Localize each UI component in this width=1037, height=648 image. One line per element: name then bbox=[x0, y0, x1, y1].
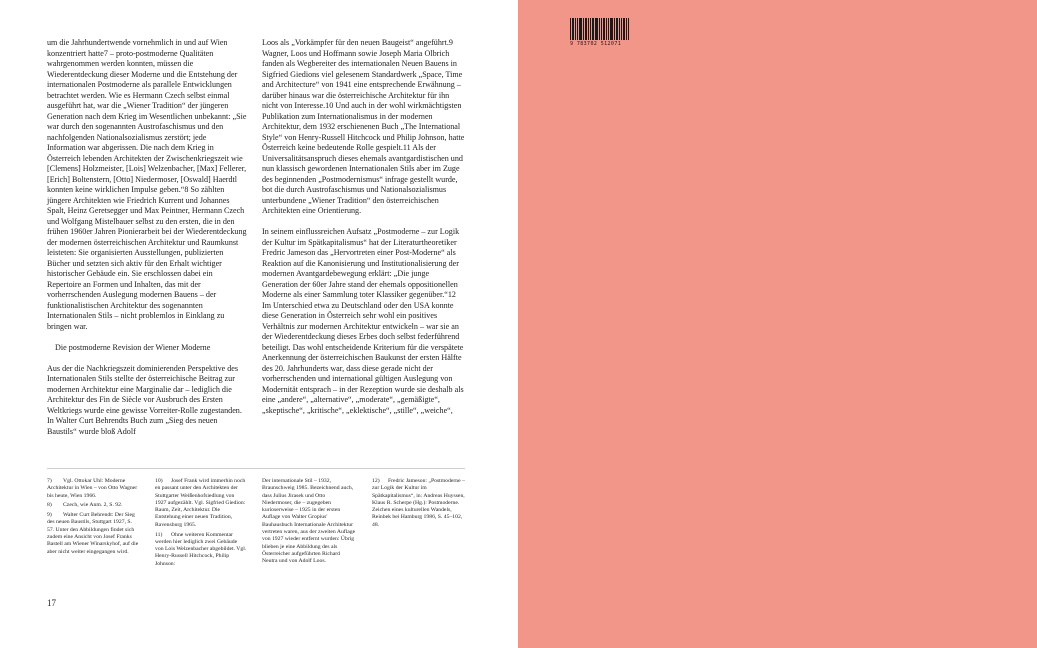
footnote-number: 10) bbox=[155, 478, 163, 484]
footnote-text: Walter Curt Behrendt: Der Sieg des neuen Baustils, Stuttgart 1927, S. 57. Unter den Abbildungen findet sich zudem eine Ansicht von Josef Franks Bastell am Wiener Winarskyhof, auf die aber nicht weiter eingegangen wird. bbox=[47, 512, 139, 555]
footnote bbox=[47, 502, 139, 509]
text-column-2 bbox=[262, 38, 465, 416]
footnote-text: Vgl. Ottokar Uhl: Moderne Architektur in Wien – von Otto Wagner bis heute, Wien 1966. bbox=[47, 478, 138, 499]
text-column-1 bbox=[47, 38, 247, 437]
footnote bbox=[47, 478, 139, 500]
footnote-text: Ohne weiteren Kommentar werden hier lediglich zwei Gebäude von Lois Welzenbacher abgebildet. Vgl. Henry-Russell Hitchcock, Philip Johnson: bbox=[155, 531, 247, 567]
barcode-icon bbox=[570, 18, 632, 40]
page-number: 17 bbox=[47, 598, 56, 608]
footnote-divider bbox=[47, 468, 465, 469]
footnote bbox=[155, 532, 247, 568]
footnote-number: 11) bbox=[155, 531, 163, 538]
footnote bbox=[155, 478, 247, 529]
left-page bbox=[0, 0, 518, 648]
footnote-number: 7) bbox=[47, 478, 52, 484]
footnote-column-3 bbox=[262, 478, 356, 568]
footnote-text: Czech, wie Anm. 2, S. 92. bbox=[63, 502, 123, 509]
footnote-number: 9) bbox=[47, 512, 52, 519]
barcode-number: 9 783702 512071 bbox=[570, 41, 622, 47]
body-paragraph: um die Jahrhundertwende vornehmlich in und auf Wien konzentriert hatte7 – proto-postmoderne Qualitäten wahrgenommen werden konnten, müssen die Wiederentdeckung dieser Moderne und die Entstehung der internationalen Postmoderne als parallele Entwicklungen betrachtet werden. Wie es Hermann Czech selbst einmal ausgeführt hat, war die „Wiener Tradition“ der jüngeren Generation nach dem Krieg im Wesentlichen unbekannt: „Sie war durch den sogenannten Austrofaschismus und den nachfolgenden Nationalsozialismus zerstört; jede Information war abgerissen. Die nach dem Krieg in Österreich lebenden Architekten der Zwischenkriegszeit wie [Clemens] Holzmeister, [Lois] Welzenbacher, [Max] Fellerer, [Erich] Boltenstern, [Otto] Niedermoser, [Oswald] Haerdtl konnten keine wirklichen Impulse geben.“8 So zählten jüngere Architekten wie Friedrich Kurrent und Johannes Spalt, Heinz Geretsegger und Max Peintner, Hermann Czech und Wolfgang Mistelbauer selbst zu den ersten, die in den frühen 1960er Jahren Pionierarbeit bei der Wiederentdeckung der modernen österreichischen Architektur und Raumkunst leisteten: Sie organisierten Ausstellungen, publizierten Bücher und setzten sich aktiv für den Erhalt wichtiger historischer Gebäude ein. Sie erschlossen dabei ein Repertoire an Formen und Inhalten, das mit der vorherrschenden Auslegung modernen Bauens – der funktionalistischen Architektur des sogenannten Internationalen Stils – nicht problemlos in Einklang zu bringen war. bbox=[47, 38, 247, 331]
footnote bbox=[372, 478, 466, 529]
footnote-column-4 bbox=[372, 478, 466, 532]
footnote bbox=[47, 512, 139, 556]
body-paragraph: Aus der die Nachkriegszeit dominierenden Perspektive des Internationalen Stils stellte der österreichische Beitrag zur modernen Architektur eine Marginalie dar – lediglich die Architektur des Fin de Siècle vor Ausbruch des Ersten Weltkriegs wurde eine gewisse Vorreiter-Rolle zugestanden. In Walter Curt Behrendts Buch zum „Sieg des neuen Baustils“ wurde bloß Adolf bbox=[47, 363, 242, 436]
footnote-number: 8) bbox=[47, 502, 52, 509]
section-subheading: Die postmoderne Revision der Wiener Moderne bbox=[55, 342, 211, 352]
footnote-text: Fredric Jameson: „Postmoderne – zur Logik der Kultur im Spätkapitalismus“, in: Andreas Huyssen, Klaus R. Scherpe (Hg.): Postmoderne. Zeichen eines kulturellen Wandels, Reinbek bei Hamburg 1986, S. 45–102, 48. bbox=[372, 478, 465, 528]
footnote-column-1 bbox=[47, 478, 139, 558]
footnote-continuation: Der internationale Stil – 1932, Braunschweig 1985. Bezeichnend auch, dass Julius Jirasek und Otto Niedermoser, die – zugegeben kurioserweise – 1925 in der ersten Auflage von Walter Gropius' Bauhausbuch Internationale Architektur vertreten waren, aus der zweiten Auflage von 1927 wieder entfernt wurden: Übrig blieben je eine Abbildung des als Österreicher aufgeführten Richard Neutra und von Adolf Loos. bbox=[262, 478, 356, 565]
footnote-column-2 bbox=[155, 478, 247, 571]
footnote-text: Josef Frank wird immerhin noch en passant unter den Architekten der Stuttgarter Weißenhofsiedlung von 1927 aufgezählt. Vgl. Sigfried Giedion: Raum, Zeit, Architektur. Die Entstehung einer neuen Tradition, Ravensburg 1965. bbox=[155, 478, 246, 528]
body-paragraph: In seinem einflussreichen Aufsatz „Postmoderne – zur Logik der Kultur im Spätkapitalismus“ hat der Literaturtheoretiker Fredric Jameson das „Hervortreten einer Post-Moderne“ als Reaktion auf die Kanonisierung und Institutionalisierung der modernen Avantgardebewegung erklärt: „Die junge Generation der 60er Jahre stand der ehemals oppositionellen Moderne als einer Sammlung toter Klassiker gegenüber.“12 Im Unterschied etwa zu Deutschland oder den USA konnte diese Generation in Österreich sehr wohl ein positives Verhältnis zur modernen Architektur entwickeln – war sie an der Wiederentdeckung dieses Erbes doch selbst federführend beteiligt. Das wohl entscheidende Kriterium für die verspätete Anerkennung der österreichischen Baukunst der ersten Hälfte des 20. Jahrhunderts war, dass diese gerade nicht der vorherrschenden und international gültigen Auslegung von Modernität entsprach – in der Rezeption wurde sie deshalb als eine „andere“, „alternative“, „moderate“, „gemäßigte“, „skeptische“, „kritische“, „eklektische“, „stille“, „weiche“, bbox=[262, 227, 464, 415]
footnote-number: 12) bbox=[372, 478, 380, 484]
right-page bbox=[518, 0, 1037, 648]
body-paragraph: Loos als „Vorkämpfer für den neuen Baugeist“ angeführt.9 Wagner, Loos und Hoffmann sowie Joseph Maria Olbrich fanden als Wegbereiter des internationalen Neuen Bauens in Sigfried Giedions viel gelesenem Standardwerk „Space, Time and Architecture“ von 1941 eine entsprechende Erwähnung – darüber hinaus war die österreichische Architektur für ihn nicht von Interesse.10 Und auch in der wohl wirkmächtigsten Publikation zum Internationalismus in der modernen Architektur, dem 1932 erschienenen Buch „The International Style“ von Henry-Russell Hitchcock und Philip Johnson, hatte Österreich keine bedeutende Rolle gespielt.11 Als der Universalitätsanspruch dieses ehemals avantgardistischen und nun klassisch gewordenen Internationalen Stils aber im Zuge des beginnenden „Postmodernismus“ infrage gestellt wurde, bot die durch Austrofaschismus und Nationalsozialismus unterbundene „Wiener Tradition“ den österreichischen Architekten eine Orientierung. bbox=[262, 38, 465, 215]
